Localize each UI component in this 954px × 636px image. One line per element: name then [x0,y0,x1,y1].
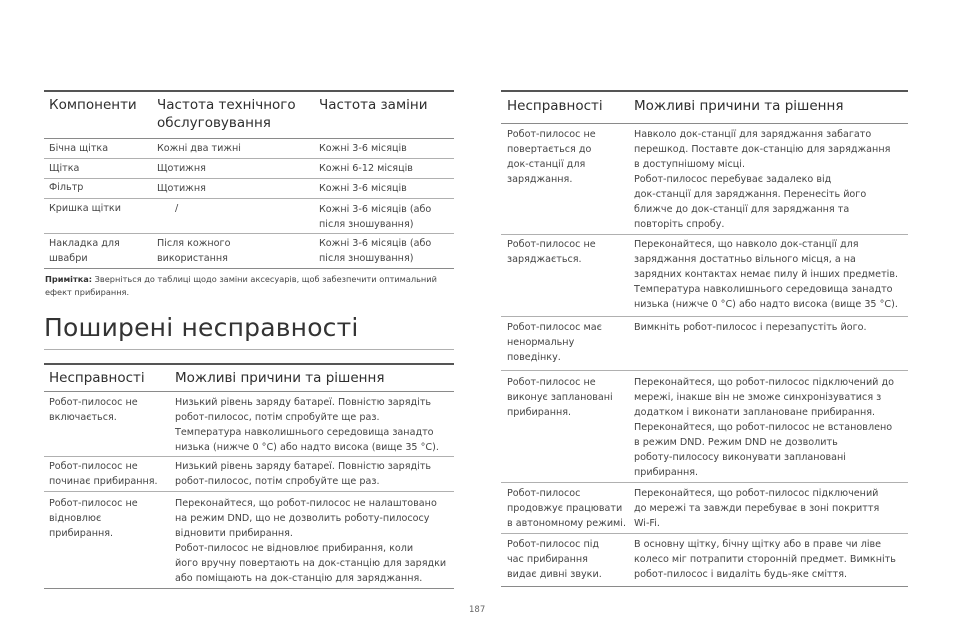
maint-row-1-service: Кожні два тижні [157,143,241,154]
maint-table-top-rule [44,90,454,92]
note-label: Примітка: [45,274,93,284]
right-trouble-row-4-solution: Переконайтеся, що робот-пилосос підключений до мережі, інакше він не зможе синхронізуватися з додатком і виконати заплановане прибирання. Переконайтеся, що робот-пилосос не встановлено в режим DND. Режим DND не дозволить роботу-пилососу виконувати заплановані прибирання. [634,377,894,478]
left-trouble-header-rule [44,391,454,392]
maint-row-4-service: / [175,203,179,214]
right-trouble-header-rule [501,123,908,124]
left-trouble-row-2-problem: Робот-пилосос не починає прибирання. [49,461,158,487]
right-trouble-row-6-solution: В основну щітку, бічну щітку або в праве чи ліве колесо міг потрапити сторонній предмет. Вимкніть робот-пилосос і видаліть будь-яке сміття. [634,539,896,580]
right-trouble-row-1-solution: Навколо док-станції для заряджання забагато перешкод. Поставте док-станцію для заряджання в доступнішому місці. Робот-пилосос перебуває задалеко від док-станції для заряджання. Перенесіть його ближче до док-станції для заряджання та повторіть спробу. [634,129,891,230]
right-trouble-row-2-solution: Переконайтеся, що навколо док-станції для заряджання достатньо вільного місця, а на зарядних контактах немає пилу й інших предметів. Температура навколишнього середовища занадто низька (нижче 0 °C) або надто висока (вище 35 °C). [634,239,899,310]
maint-header-service-frequency: Частота технічного обслуговування [157,97,296,131]
right-trouble-row-rule [501,234,908,235]
maint-header-components: Компоненти [49,97,137,113]
maint-header-rule [44,138,454,139]
right-trouble-row-3-solution: Вимкніть робот-пилосос і перезапустіть його. [634,322,867,333]
maint-row-3-service: Щотижня [157,183,206,194]
right-trouble-top-rule [501,90,908,92]
maintenance-note [45,273,457,299]
right-trouble-row-3-problem: Робот-пилосос має ненормальну поведінку. [507,322,602,363]
page-number: 187 [469,605,486,615]
right-trouble-row-rule [501,482,908,483]
right-trouble-row-rule [501,316,908,317]
maint-row-rule [44,233,454,234]
maint-row-2-component: Щітка [49,163,80,174]
maint-row-5-service: Після кожного використання [157,238,231,264]
maint-row-4-replace: Кожні 3-6 місяців (або після зношування) [319,204,432,230]
right-trouble-row-6-problem: Робот-пилосос під час прибирання видає дивні звуки. [507,539,602,580]
maint-row-1-component: Бічна щітка [49,143,109,154]
section-title: Поширені несправності [44,313,359,342]
left-trouble-header-problem: Несправності [49,370,145,386]
maint-row-rule [44,158,454,159]
note-text: Зверніться до таблиці щодо заміни аксесуарів, щоб забезпечити оптимальний ефект прибирання. [45,274,437,297]
right-trouble-bottom-rule [501,586,908,587]
maint-row-2-replace: Кожні 6-12 місяців [319,163,413,174]
maint-row-5-replace: Кожні 3-6 місяців (або після зношування) [319,238,432,264]
maint-table-bottom-rule [44,268,454,269]
right-trouble-row-5-solution: Переконайтеся, що робот-пилосос підключений до мережі та завжди перебуває в зоні покриття Wi-Fi. [634,488,880,529]
right-trouble-row-1-problem: Робот-пилосос не повертається до док-станції для заряджання. [507,129,596,185]
right-trouble-header-solution: Можливі причини та рішення [634,98,844,114]
right-trouble-row-4-problem: Робот-пилосос не виконує заплановані прибирання. [507,377,613,418]
right-trouble-row-rule [501,370,908,371]
left-trouble-row-rule [44,491,454,492]
maint-row-3-component: Фільтр [49,182,84,193]
left-trouble-header-solution: Можливі причини та рішення [175,370,385,386]
maint-row-4-component: Кришка щітки [49,203,121,214]
maint-row-1-replace: Кожні 3-6 місяців [319,143,407,154]
left-trouble-row-3-problem: Робот-пилосос не відновлює прибирання. [49,498,138,539]
right-trouble-row-2-problem: Робот-пилосос не заряджається. [507,239,596,265]
right-trouble-header-problem: Несправності [507,98,603,114]
section-title-rule [44,349,454,350]
maint-row-5-component: Накладка для швабри [49,238,120,264]
left-trouble-row-3-solution: Переконайтеся, що робот-пилосос не налаштовано на режим DND, що не дозволить роботу-пилососу відновити прибирання. Робот-пилосос не відновлює прибирання, коли його вручну повертають на док-станцію для зарядки або поміщають на док-станцію для заряджання. [175,498,447,584]
maint-row-rule [44,178,454,179]
left-trouble-row-2-solution: Низький рівень заряду батареї. Повністю зарядіть робот-пилосос, потім спробуйте ще раз. [175,461,432,487]
left-trouble-top-rule [44,363,454,365]
right-trouble-row-rule [501,533,908,534]
right-trouble-row-5-problem: Робот-пилосос продовжує працювати в автономному режимі. [507,488,627,529]
maint-row-3-replace: Кожні 3-6 місяців [319,183,407,194]
left-trouble-row-rule [44,456,454,457]
maint-row-2-service: Щотижня [157,163,206,174]
maint-header-replacement-frequency: Частота заміни [319,97,428,113]
left-trouble-row-1-solution: Низький рівень заряду батареї. Повністю зарядіть робот-пилосос, потім спробуйте ще раз. Температура навколишнього середовища занадто низька (нижче 0 °C) або надто висока (вище 35 °C). [175,397,439,453]
left-trouble-bottom-rule [44,588,454,589]
left-trouble-row-1-problem: Робот-пилосос не включається. [49,397,138,423]
maint-row-rule [44,198,454,199]
